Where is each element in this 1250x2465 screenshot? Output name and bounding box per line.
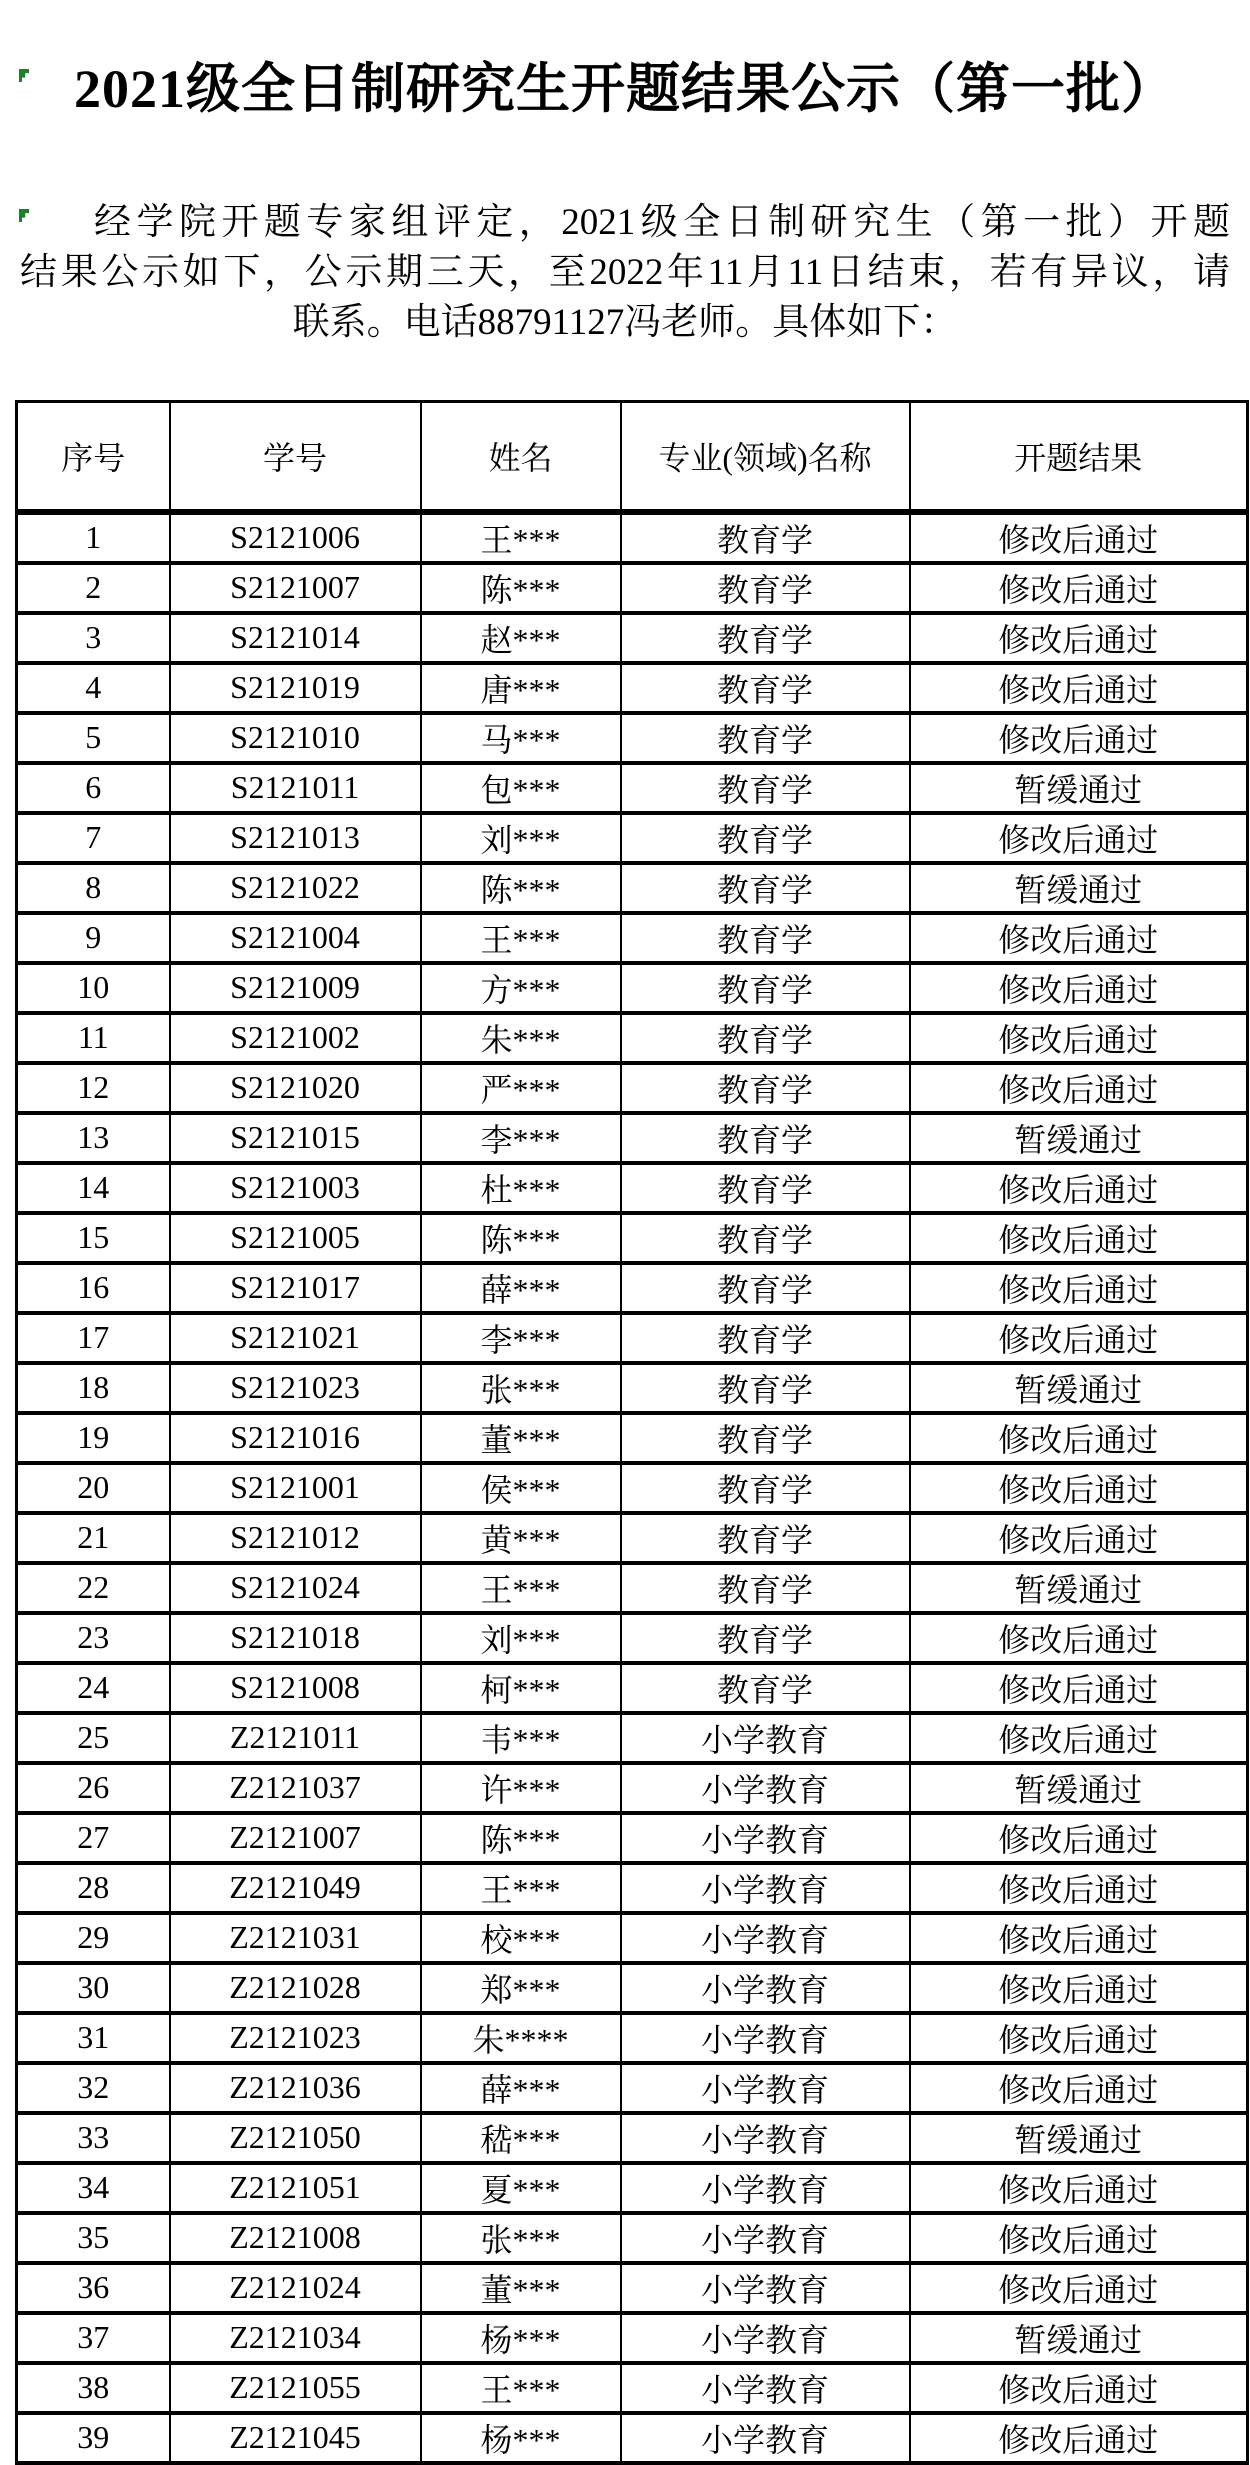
cell-result: 修改后通过 (910, 2413, 1248, 2463)
cell-student-id: S2121006 (170, 512, 421, 563)
table-row (17, 2213, 1248, 2263)
cell-result: 暂缓通过 (910, 2313, 1248, 2363)
table-row (17, 1213, 1248, 1263)
cell-name: 朱*** (421, 1013, 621, 1063)
page-title: 2021级全日制研究生开题结果公示（第一批） (74, 59, 1176, 119)
cell-result: 修改后通过 (910, 1263, 1248, 1313)
cell-student-id: S2121019 (170, 663, 421, 713)
cell-major: 小学教育 (621, 2263, 910, 2313)
cell-result: 修改后通过 (910, 2063, 1248, 2113)
cell-student-id: S2121011 (170, 763, 421, 813)
cell-name: 杨*** (421, 2413, 621, 2463)
cell-serial: 31 (17, 2013, 170, 2063)
cell-name: 韦*** (421, 1713, 621, 1763)
table-row (17, 563, 1248, 613)
cell-name: 杜*** (421, 1163, 621, 1213)
cell-major: 教育学 (621, 1613, 910, 1663)
cell-student-id: S2121009 (170, 963, 421, 1013)
cell-name: 方*** (421, 963, 621, 1013)
cell-student-id: Z2121028 (170, 1963, 421, 2013)
cell-result: 修改后通过 (910, 1913, 1248, 1963)
table-row (17, 1413, 1248, 1463)
table-row (17, 2013, 1248, 2063)
cell-serial: 23 (17, 1613, 170, 1663)
cell-result: 暂缓通过 (910, 2113, 1248, 2163)
cell-serial: 36 (17, 2263, 170, 2313)
cell-result: 修改后通过 (910, 2263, 1248, 2313)
cell-name: 唐*** (421, 663, 621, 713)
cell-student-id: Z2121051 (170, 2163, 421, 2213)
table-row (17, 813, 1248, 863)
cell-result: 修改后通过 (910, 1463, 1248, 1513)
cell-student-id: Z2121045 (170, 2413, 421, 2463)
cell-student-id: S2121001 (170, 1463, 421, 1513)
cell-name: 校*** (421, 1913, 621, 1963)
cell-name: 张*** (421, 2213, 621, 2263)
cell-result: 修改后通过 (910, 713, 1248, 763)
table-row (17, 1163, 1248, 1213)
cell-result: 暂缓通过 (910, 863, 1248, 913)
intro-line: 经学院开题专家组评定，2021级全日制研究生（第一批）开题 (94, 202, 1230, 243)
cell-result: 修改后通过 (910, 2363, 1248, 2413)
cell-major: 小学教育 (621, 2163, 910, 2213)
notice-page (0, 52, 1250, 2458)
cell-serial: 24 (17, 1663, 170, 1713)
cell-serial: 28 (17, 1863, 170, 1913)
cell-major: 小学教育 (621, 2363, 910, 2413)
cell-name: 马*** (421, 713, 621, 763)
cell-major: 教育学 (621, 863, 910, 913)
cell-result: 修改后通过 (910, 1413, 1248, 1463)
table-row (17, 1613, 1248, 1663)
cell-serial: 14 (17, 1163, 170, 1213)
cell-name: 陈*** (421, 1813, 621, 1863)
table-row (17, 1663, 1248, 1713)
cell-serial: 1 (17, 512, 170, 563)
cell-student-id: S2121020 (170, 1063, 421, 1113)
table-row (17, 1113, 1248, 1163)
cell-result: 修改后通过 (910, 1963, 1248, 2013)
cell-name: 郑*** (421, 1963, 621, 2013)
table-row (17, 2313, 1248, 2363)
cell-serial: 16 (17, 1263, 170, 1313)
cell-name: 薛*** (421, 2063, 621, 2113)
cell-name: 李*** (421, 1113, 621, 1163)
cell-name: 杨*** (421, 2313, 621, 2363)
cell-major: 教育学 (621, 1363, 910, 1413)
cell-result: 修改后通过 (910, 1813, 1248, 1863)
cell-name: 李*** (421, 1313, 621, 1363)
cell-result: 修改后通过 (910, 1213, 1248, 1263)
table-row (17, 2363, 1248, 2413)
cell-name: 嵇*** (421, 2113, 621, 2163)
cell-serial: 21 (17, 1513, 170, 1563)
cell-name: 陈*** (421, 563, 621, 613)
cell-serial: 6 (17, 763, 170, 813)
cell-result: 修改后通过 (910, 1513, 1248, 1563)
cell-student-id: S2121012 (170, 1513, 421, 1563)
results-table-header (17, 402, 1248, 512)
cell-student-id: Z2121055 (170, 2363, 421, 2413)
cell-student-id: Z2121034 (170, 2313, 421, 2363)
cell-major: 教育学 (621, 1263, 910, 1313)
cell-result: 修改后通过 (910, 1313, 1248, 1363)
cell-major: 教育学 (621, 1013, 910, 1063)
cell-serial: 18 (17, 1363, 170, 1413)
cell-major: 小学教育 (621, 2413, 910, 2463)
cell-major: 教育学 (621, 813, 910, 863)
cell-serial: 20 (17, 1463, 170, 1513)
cell-serial: 33 (17, 2113, 170, 2163)
cell-name: 刘*** (421, 1613, 621, 1663)
table-row (17, 1313, 1248, 1363)
table-row (17, 913, 1248, 963)
cell-name: 黄*** (421, 1513, 621, 1563)
cell-major: 教育学 (621, 663, 910, 713)
cell-name: 薛*** (421, 1263, 621, 1313)
cell-major: 教育学 (621, 713, 910, 763)
table-row (17, 1013, 1248, 1063)
cell-serial: 26 (17, 1763, 170, 1813)
intro-line: 结果公示如下，公示期三天，至2022年11月11日结束，若有异议，请 (20, 252, 1230, 293)
cell-student-id: Z2121050 (170, 2113, 421, 2163)
cell-major: 小学教育 (621, 2213, 910, 2263)
table-row (17, 1563, 1248, 1613)
table-row (17, 1713, 1248, 1763)
notice-intro (20, 198, 1230, 348)
cell-serial: 5 (17, 713, 170, 763)
cell-serial: 29 (17, 1913, 170, 1963)
cell-student-id: Z2121024 (170, 2263, 421, 2313)
cell-student-id: S2121023 (170, 1363, 421, 1413)
cell-serial: 19 (17, 1413, 170, 1463)
cell-major: 小学教育 (621, 2063, 910, 2113)
cell-serial: 25 (17, 1713, 170, 1763)
cell-serial: 7 (17, 813, 170, 863)
cell-student-id: S2121004 (170, 913, 421, 963)
cell-name: 王*** (421, 2363, 621, 2413)
cell-serial: 11 (17, 1013, 170, 1063)
cell-student-id: S2121017 (170, 1263, 421, 1313)
cell-student-id: S2121002 (170, 1013, 421, 1063)
cell-student-id: Z2121037 (170, 1763, 421, 1813)
table-row (17, 1963, 1248, 2013)
cell-major: 教育学 (621, 1113, 910, 1163)
table-row (17, 2063, 1248, 2113)
cell-serial: 15 (17, 1213, 170, 1263)
cell-result: 暂缓通过 (910, 763, 1248, 813)
cell-student-id: S2121008 (170, 1663, 421, 1713)
cell-name: 董*** (421, 2263, 621, 2313)
cell-name: 王*** (421, 512, 621, 563)
cell-name: 许*** (421, 1763, 621, 1813)
cell-student-id: Z2121031 (170, 1913, 421, 1963)
cell-major: 教育学 (621, 1313, 910, 1363)
cell-serial: 12 (17, 1063, 170, 1113)
cell-major: 教育学 (621, 1563, 910, 1613)
cell-major: 教育学 (621, 913, 910, 963)
table-row (17, 1363, 1248, 1413)
cell-result: 修改后通过 (910, 1013, 1248, 1063)
cell-major: 小学教育 (621, 1813, 910, 1863)
cell-major: 教育学 (621, 763, 910, 813)
cell-major: 小学教育 (621, 2313, 910, 2363)
cell-major: 小学教育 (621, 1713, 910, 1763)
cell-result: 修改后通过 (910, 813, 1248, 863)
cell-name: 赵*** (421, 613, 621, 663)
cell-result: 暂缓通过 (910, 1363, 1248, 1413)
cell-result: 暂缓通过 (910, 1763, 1248, 1813)
cell-result: 修改后通过 (910, 2163, 1248, 2213)
cell-major: 小学教育 (621, 1913, 910, 1963)
cell-serial: 2 (17, 563, 170, 613)
cell-name: 严*** (421, 1063, 621, 1113)
cell-name: 陈*** (421, 863, 621, 913)
cell-name: 侯*** (421, 1463, 621, 1513)
cell-major: 教育学 (621, 1413, 910, 1463)
cell-name: 刘*** (421, 813, 621, 863)
cell-major: 小学教育 (621, 1863, 910, 1913)
cell-student-id: S2121013 (170, 813, 421, 863)
cell-student-id: Z2121011 (170, 1713, 421, 1763)
cell-serial: 32 (17, 2063, 170, 2113)
cell-student-id: Z2121049 (170, 1863, 421, 1913)
table-row (17, 1813, 1248, 1863)
cell-serial: 27 (17, 1813, 170, 1863)
cell-name: 夏*** (421, 2163, 621, 2213)
table-row (17, 1463, 1248, 1513)
header-name: 姓名 (421, 402, 621, 512)
table-row (17, 713, 1248, 763)
cell-serial: 22 (17, 1563, 170, 1613)
cell-serial: 8 (17, 863, 170, 913)
cell-serial: 10 (17, 963, 170, 1013)
header-row (17, 402, 1248, 512)
cell-name: 柯*** (421, 1663, 621, 1713)
table-row (17, 1063, 1248, 1113)
cell-name: 包*** (421, 763, 621, 813)
cell-major: 小学教育 (621, 1963, 910, 2013)
intro-line: 联系。电话88791127冯老师。具体如下： (292, 302, 958, 343)
header-serial: 序号 (17, 402, 170, 512)
cell-result: 修改后通过 (910, 613, 1248, 663)
table-row (17, 763, 1248, 813)
table-row (17, 1513, 1248, 1563)
table-row (17, 1263, 1248, 1313)
table-row (17, 2263, 1248, 2313)
cell-serial: 30 (17, 1963, 170, 2013)
cell-name: 王*** (421, 913, 621, 963)
cell-student-id: S2121018 (170, 1613, 421, 1663)
cell-result: 暂缓通过 (910, 1113, 1248, 1163)
cell-result: 修改后通过 (910, 512, 1248, 563)
cell-serial: 35 (17, 2213, 170, 2263)
cell-serial: 39 (17, 2413, 170, 2463)
cell-result: 修改后通过 (910, 1613, 1248, 1663)
cell-major: 小学教育 (621, 2013, 910, 2063)
table-row (17, 2113, 1248, 2163)
cell-major: 教育学 (621, 512, 910, 563)
cell-result: 修改后通过 (910, 1663, 1248, 1713)
cell-name: 王*** (421, 1563, 621, 1613)
cell-name: 陈*** (421, 1213, 621, 1263)
header-student-id: 学号 (170, 402, 421, 512)
cell-result: 修改后通过 (910, 963, 1248, 1013)
table-row (17, 1863, 1248, 1913)
cell-student-id: S2121005 (170, 1213, 421, 1263)
cell-student-id: S2121016 (170, 1413, 421, 1463)
cell-major: 教育学 (621, 1063, 910, 1113)
cell-major: 教育学 (621, 963, 910, 1013)
header-major: 专业(领域)名称 (621, 402, 910, 512)
table-row (17, 512, 1248, 563)
cell-major: 教育学 (621, 563, 910, 613)
cell-student-id: S2121021 (170, 1313, 421, 1363)
cell-student-id: Z2121036 (170, 2063, 421, 2113)
cell-serial: 17 (17, 1313, 170, 1363)
cell-name: 王*** (421, 1863, 621, 1913)
cell-result: 修改后通过 (910, 2013, 1248, 2063)
cell-student-id: S2121015 (170, 1113, 421, 1163)
cell-result: 修改后通过 (910, 1163, 1248, 1213)
table-row (17, 613, 1248, 663)
cell-name: 朱**** (421, 2013, 621, 2063)
cell-result: 修改后通过 (910, 1063, 1248, 1113)
cell-serial: 13 (17, 1113, 170, 1163)
cell-result: 修改后通过 (910, 663, 1248, 713)
cell-student-id: Z2121008 (170, 2213, 421, 2263)
cell-major: 教育学 (621, 1463, 910, 1513)
cell-serial: 37 (17, 2313, 170, 2363)
table-row (17, 2163, 1248, 2213)
cell-student-id: Z2121007 (170, 1813, 421, 1863)
results-table-body (17, 512, 1248, 2463)
table-row (17, 663, 1248, 713)
cell-student-id: Z2121023 (170, 2013, 421, 2063)
cell-major: 教育学 (621, 1663, 910, 1713)
cell-result: 暂缓通过 (910, 1563, 1248, 1613)
cell-major: 小学教育 (621, 1763, 910, 1813)
cell-student-id: S2121022 (170, 863, 421, 913)
cell-serial: 38 (17, 2363, 170, 2413)
table-row (17, 863, 1248, 913)
cell-student-id: S2121010 (170, 713, 421, 763)
cell-serial: 9 (17, 913, 170, 963)
table-row (17, 963, 1248, 1013)
results-table (15, 400, 1249, 2465)
table-row (17, 1913, 1248, 1963)
table-row (17, 1763, 1248, 1813)
cell-serial: 3 (17, 613, 170, 663)
cell-major: 教育学 (621, 1513, 910, 1563)
header-result: 开题结果 (910, 402, 1248, 512)
cell-major: 教育学 (621, 1163, 910, 1213)
table-row (17, 2413, 1248, 2463)
cell-student-id: S2121014 (170, 613, 421, 663)
cell-student-id: S2121024 (170, 1563, 421, 1613)
cell-name: 张*** (421, 1363, 621, 1413)
cell-major: 小学教育 (621, 2113, 910, 2163)
cell-student-id: S2121003 (170, 1163, 421, 1213)
cell-serial: 34 (17, 2163, 170, 2213)
cell-major: 教育学 (621, 613, 910, 663)
cell-name: 董*** (421, 1413, 621, 1463)
cell-major: 教育学 (621, 1213, 910, 1263)
cell-result: 修改后通过 (910, 563, 1248, 613)
cell-serial: 4 (17, 663, 170, 713)
cell-student-id: S2121007 (170, 563, 421, 613)
cell-result: 修改后通过 (910, 1863, 1248, 1913)
cell-result: 修改后通过 (910, 2213, 1248, 2263)
cell-result: 修改后通过 (910, 913, 1248, 963)
cell-result: 修改后通过 (910, 1713, 1248, 1763)
